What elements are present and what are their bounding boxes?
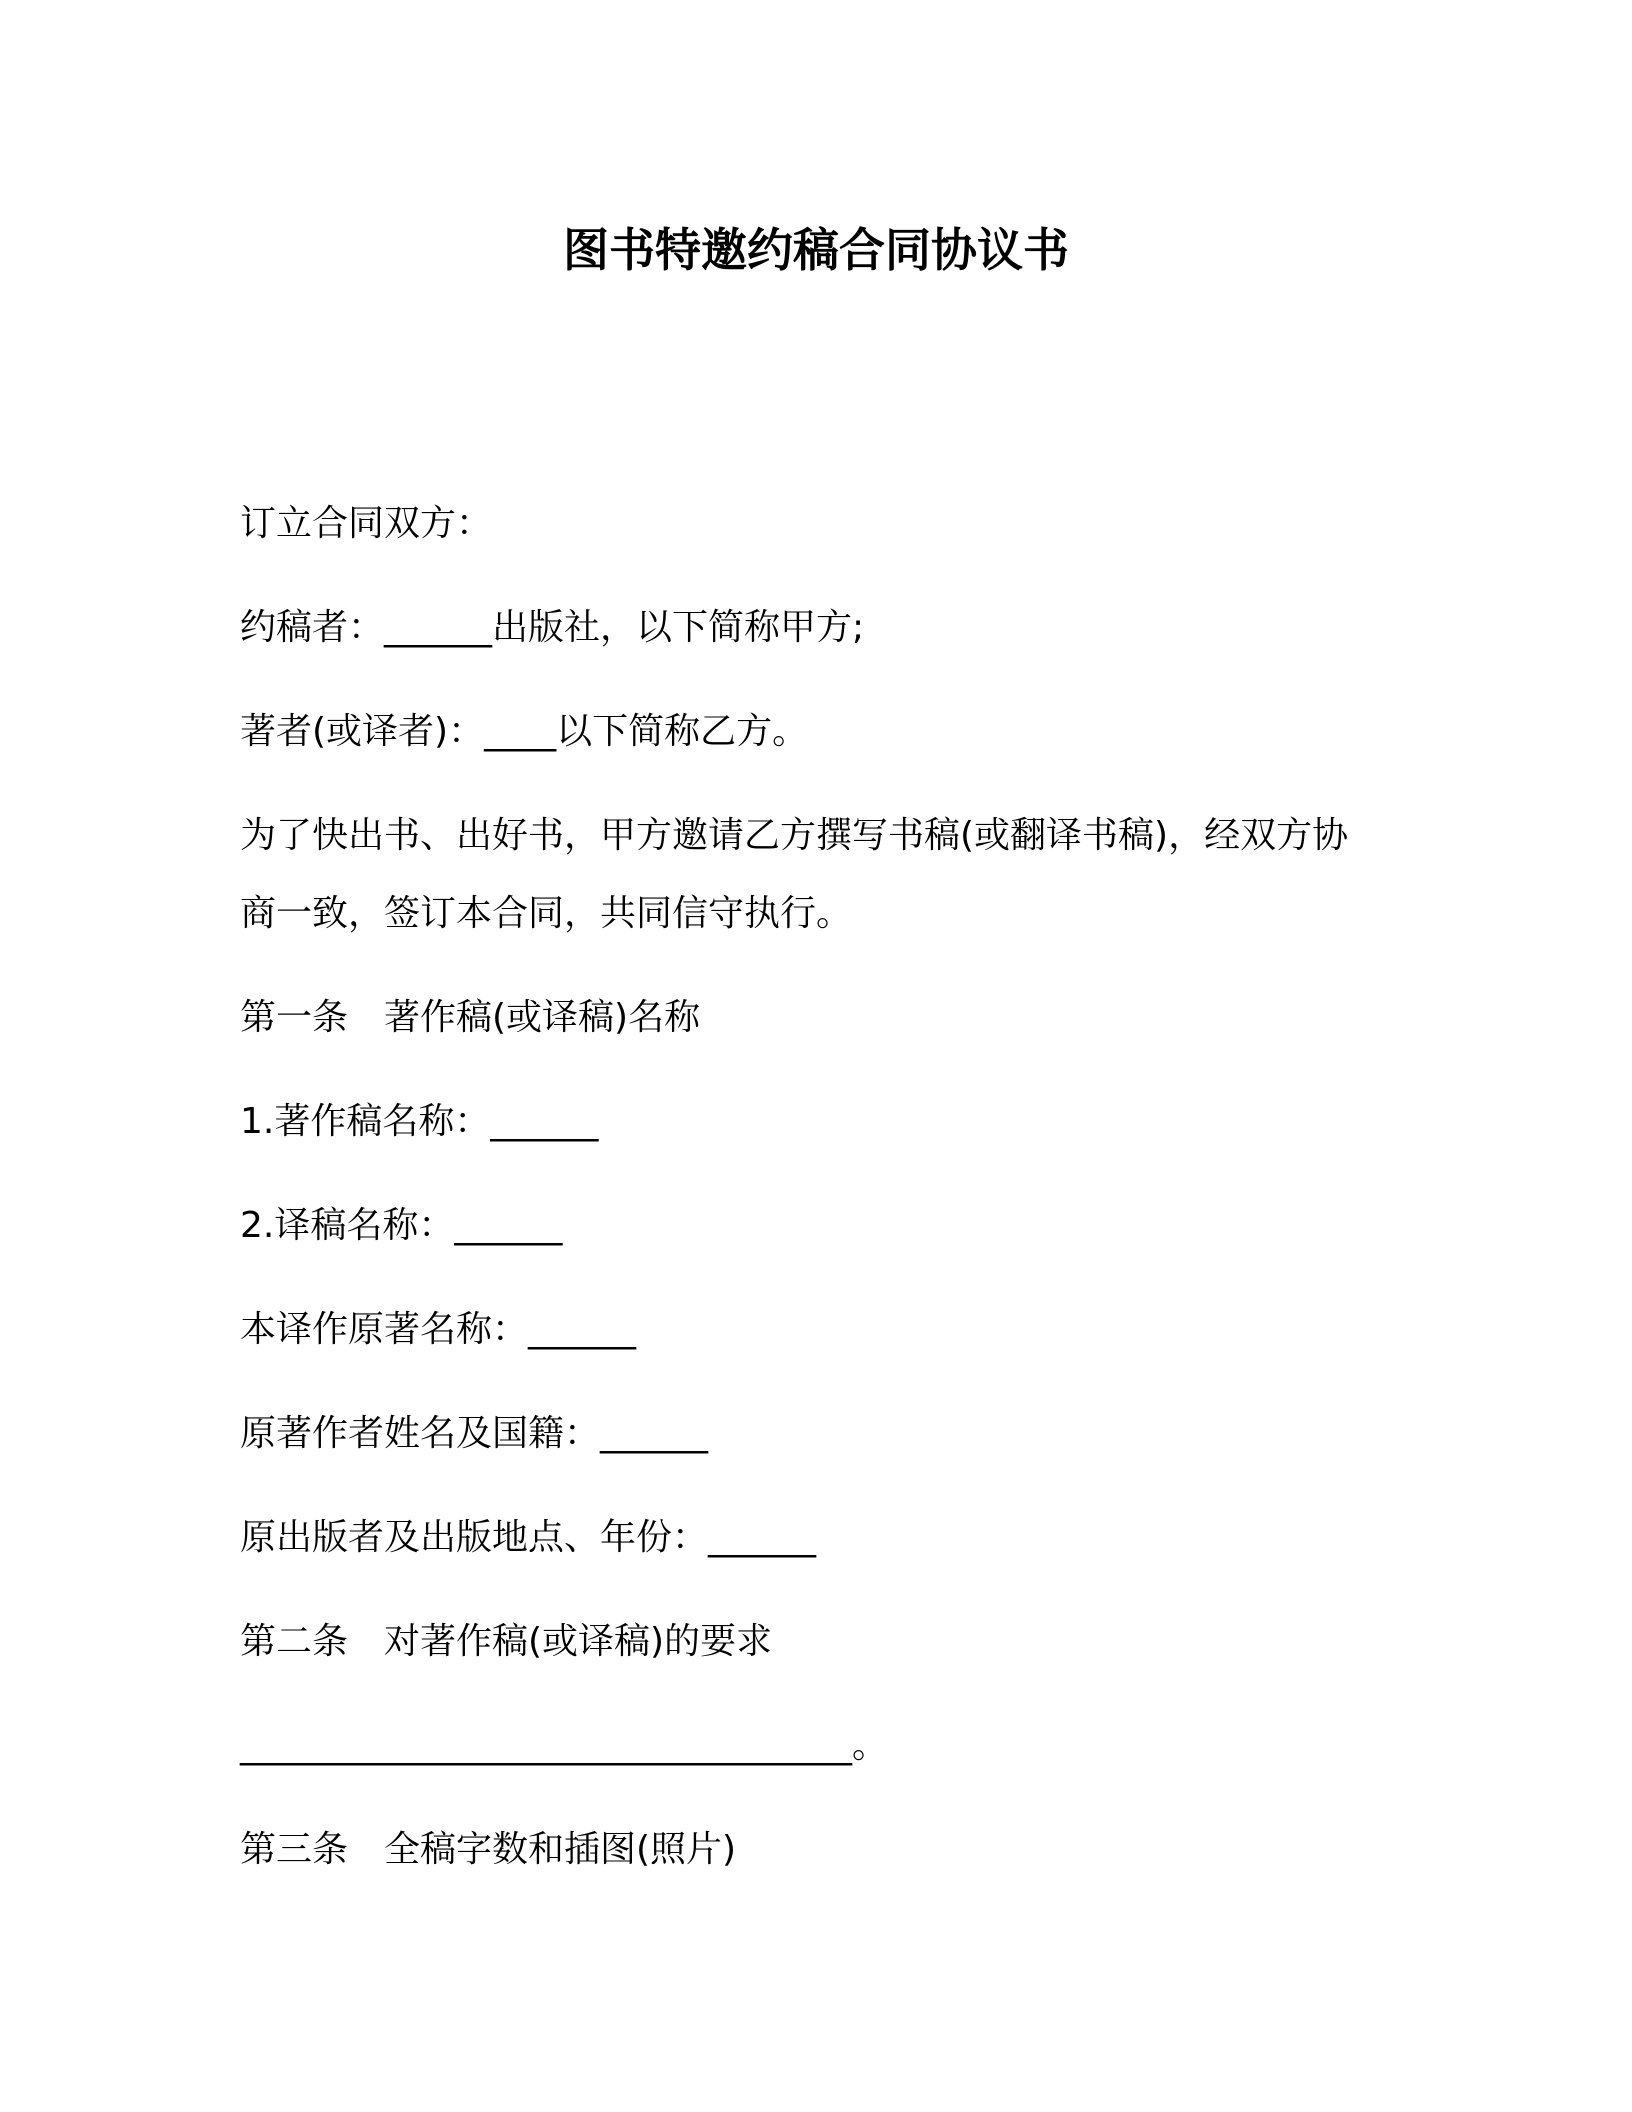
original-publisher-line: 原出版者及出版地点、年份：______ — [240, 1517, 817, 1558]
article-2-heading: 第二条 对著作稿(或译稿)的要求 — [240, 1621, 773, 1662]
party-b-line: 著者(或译者)：____以下简称乙方。 — [240, 711, 809, 752]
article-3-heading: 第三条 全稿字数和插图(照片) — [240, 1829, 737, 1870]
article-1-heading: 第一条 著作稿(或译稿)名称 — [240, 997, 701, 1038]
party-a-line: 约稿者：______出版社，以下简称甲方; — [240, 607, 865, 648]
document-title: 图书特邀约稿合同协议书 — [563, 223, 1069, 277]
requirements-blank-line: __________________________________。 — [240, 1725, 888, 1766]
preamble-line-1: 为了快出书、出好书，甲方邀请乙方撰写书稿(或翻译书稿)，经双方协 — [240, 815, 1349, 856]
original-title-line: 本译作原著名称：______ — [240, 1309, 637, 1350]
contract-parties-heading: 订立合同双方： — [240, 503, 493, 544]
translation-title-line: 2.译稿名称：______ — [240, 1205, 563, 1246]
original-author-line: 原著作者姓名及国籍：______ — [240, 1413, 709, 1454]
preamble-line-2: 商一致，签订本合同，共同信守执行。 — [240, 893, 853, 934]
work-title-line: 1.著作稿名称：______ — [240, 1101, 599, 1142]
